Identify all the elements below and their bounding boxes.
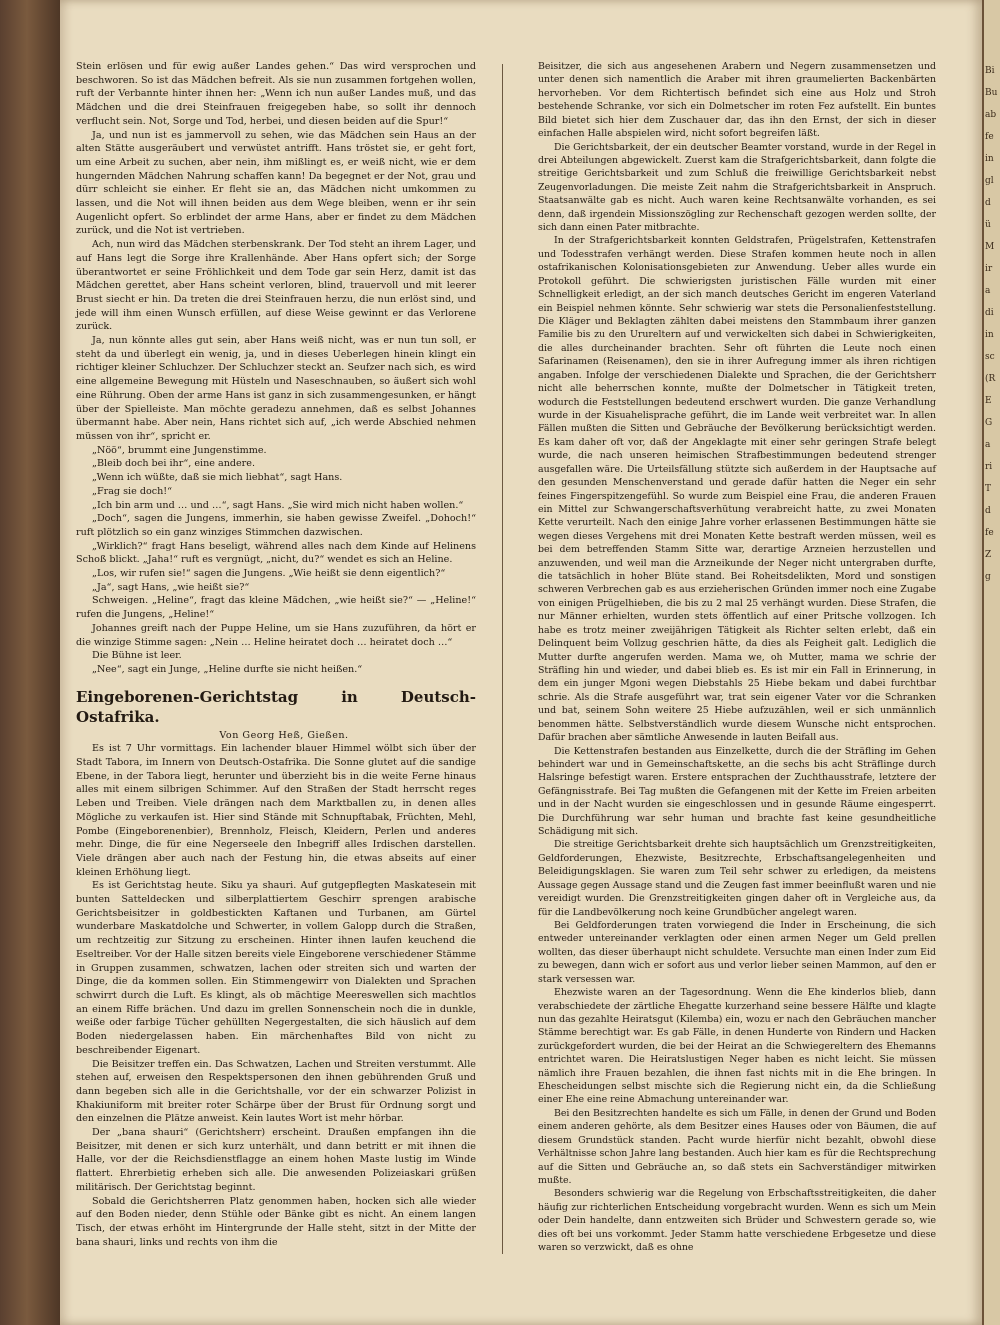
edge-glyph: Z — [985, 550, 992, 560]
paragraph: Ehezwiste waren an der Tagesordnung. Wenn die Ehe kinderlos blieb, dann verabschiedete der zärtliche Ehegatte kurzerhand seine bessere Hälfte und klagte nun das gezahlte Heiratsgut (Kilemba) ein, wozu er nach den Gebräuchen mancher Stämme berechtigt war. Es gab Fälle, in denen Hunderte von Rindern und Hacken zurückgefordert wurden, die bei der Heirat an die Schwiegereltern des Ehemanns entrichtet waren. Die Heiratslustigen Neger haben es nicht leicht. Sie müssen nämlich ihre Frauen bezahlen, die ihnen fast nichts mit in die Ehe bringen. In Ehescheidungen selbst mischte sich die Regierung nicht ein, da die Schließung einer Ehe eine reine Abmachung untereinander war. — [538, 987, 936, 1106]
paragraph: „Nöö“, brummt eine Jungenstimme. — [92, 444, 267, 456]
right-column — [538, 60, 936, 1255]
paragraph: „Ja“, sagt Hans, „wie heißt sie?“ — [92, 581, 250, 593]
edge-glyph: di — [985, 308, 994, 318]
edge-glyph: Bi — [985, 66, 995, 76]
paragraph: „Wenn ich wüßte, daß sie mich liebhat“, sagt Hans. — [92, 472, 343, 484]
edge-glyph: fe — [985, 528, 994, 538]
paragraph: Johannes greift nach der Puppe Heline, um sie Hans zuzuführen, da hört er die winzige Stimme sagen: „Nein … Heline heiratet doch … heiratet doch …“ — [76, 622, 476, 648]
edge-glyph: a — [985, 440, 991, 450]
paragraph: „Nee“, sagt ein Junge, „Heline durfte sie nicht heißen.“ — [92, 663, 363, 675]
paragraph: Beisitzer, die sich aus angesehenen Arabern und Negern zusammensetzen und unter denen sich namentlich die Araber mit ihren graumelierten Backenbärten hervorheben. Vor dem Richtertisch befindet sich eine aus Holz und Stroh bestehende Schranke, vor sich ein Dolmetscher im roten Fez aufstellt. Ein buntes Bild bietet sich hier dem Zuschauer dar, das ihn den Ernst, der sich in dieser einfachen Halle abspielen wird, nicht sofort begreifen läßt. — [538, 61, 936, 140]
edge-glyph: T — [985, 484, 992, 494]
paragraph: Ach, nun wird das Mädchen sterbenskrank. Der Tod steht an ihrem Lager, und auf Hans legt die Sorge ihre Krallenhände. Aber Hans opfert sich; der Sorge überantwortet er seine Fröhlichkeit und dem Tode gar sein Herz, damit ist das Mädchen gerettet, aber Hans scheint verloren, blind, trauervoll und mit leerer Brust siecht er hin. Da treten die drei Steinfrauen herzu, die nun erlöst sind, und jede will ihm einen Wunsch erfüllen, auf diese Weise gewinnt er das Verlorene zurück. — [76, 239, 476, 333]
paragraph: Ja, und nun ist es jammervoll zu sehen, wie das Mädchen sein Haus an der alten Stätte ausgeräubert und verwüstet antrifft. Hans tröstet sie, er geht fort, um eine Arbeit zu suchen, aber nein, ihm mißlingt es, er weiß nicht, wie er dem hungernden Mädchen Nahrung schaffen kann! Da begegnet er der Not, grau und dürr schleicht sie einher. Er fleht sie an, das Mädchen nicht umkommen zu lassen, und die Not will ihnen beiden aus dem Wege bleiben, wenn er ihr sein Augenlicht opfert. So erblindet der arme Hans, aber er findet zu dem Mädchen zurück, und die Not ist vertrieben. — [76, 129, 476, 237]
adjacent-page-edge — [982, 0, 1000, 1325]
paragraph: Besonders schwierig war die Regelung von Erbschaftsstreitigkeiten, die daher häufig zur richterlichen Entscheidung vorgebracht wurden. Wenn es sich um Mein oder Dein handelte, dann entzweiten sich Brüder und Schwestern gerade so, wie dies oft bei uns vorkommt. Jeder Stamm hatte verschiedene Erbgesetze und diese waren so verzwickt, daß es ohne — [538, 1188, 936, 1254]
paragraph: „Wirklich?“ fragt Hans beseligt, während alles nach dem Kinde auf Helinens Schoß blickt. „Jaha!“ ruft es vergnügt, „nicht, du?“ wendet es sich an Heline. — [76, 540, 476, 566]
paragraph: Der „bana shauri“ (Gerichtsherr) erscheint. Draußen empfangen ihn die Beisitzer, mit denen er sich kurz unterhält, und dann betritt er mit ihnen die Halle, vor der die Reichsdienstflagge an einem hohen Maste lustig im Winde flattert. Ehrerbietig erheben sich alle. Die anwesenden Polizeiaskari grüßen militärisch. Der Gerichtstag beginnt. — [76, 1127, 476, 1193]
adjacent-page-text — [985, 60, 1000, 588]
paragraph: Ja, nun könnte alles gut sein, aber Hans weiß nicht, was er nun tun soll, er steht da und überlegt ein wenig, ja, und in dieses Ueberlegen hinein klingt ein richtiger kleiner Schluchzer. Der Schluchzer steckt an. Seufzer nach sich, es wird eine allgemeine Bewegung mit Hüsteln und Naseschnauben, so äußert sich wohl eine Rührung. Oben der arme Hans ist ganz in sich zusammengesunken, er hängt über der Spielleiste. Man möchte geradezu annehmen, daß es selbst Johannes übermannt habe. Aber nein, Hans richtet sich auf, „ich werde Abschied nehmen müssen von ihr“, spricht er. — [76, 335, 476, 442]
edge-glyph: ab — [985, 110, 997, 120]
paragraph: Sobald die Gerichtsherren Platz genommen haben, hocken sich alle wieder auf den Boden nieder, denn Stühle oder Bänke gibt es nicht. An einem langen Tisch, der etwas erhöht im Hintergrunde der Halle steht, sitzt in der Mitte der bana shauri, links und rechts von ihm die — [76, 1195, 476, 1248]
paragraph: Schweigen. „Heline“, fragt das kleine Mädchen, „wie heißt sie?“ — „Heline!“ rufen die Jungens, „Heline!“ — [76, 595, 476, 621]
edge-glyph: Bu — [985, 88, 998, 98]
column-divider — [502, 64, 503, 1254]
article-title: Eingeborenen-Gerichtstag in Deutsch-Ostafrika. — [76, 687, 476, 726]
paragraph: In der Strafgerichtsbarkeit konnten Geldstrafen, Prügelstrafen, Kettenstrafen und Todesstrafen verhängt werden. Diese Strafen kommen heute noch in allen ostafrikanischen Kolonisationsgebieten zur Anwendung. Ueber alles wurde ein Protokoll geführt. Die schwierigsten juristischen Fälle wurden mit einer Schnelligkeit erledigt, an der sich manch deutsches Gericht im engeren Vaterland ein Beispiel nehmen könnte. Sehr schwierig war stets die Personalienfeststellung. Die Kläger und Beklagten zählten dabei meistens den Stammbaum ihrer ganzen Familie bis zu den Urureltern auf und verwickelten sich dabei in Schwierigkeiten, die alles durcheinander brachten. Sehr oft führten die Leute noch einen Safarinamen (Reisenamen), den sie in ihrer Aufregung immer als ihren richtigen angaben. Infolge der verschiedenen Dialekte und Sprachen, die der Gerichtsherr nicht alle beherrschen konnte, mußte der Dolmetscher in Tätigkeit treten, wodurch die Feststellungen bedeutend erschwert wurden. Die ganze Verhandlung wurde in der Kisuahelisprache geführt, die im Lande weit verbreitet war. In allen Fällen mußten die Sitten und Gebräuche der Bevölkerung berücksichtigt werden. Es kam daher oft vor, daß der Angeklagte mit einer sehr geringen Strafe belegt wurde, die nach unseren heimischen Strafbestimmungen bedeutend strenger ausgefallen wäre. Die Urteilsfällung stützte sich außerdem in der Hauptsache auf den gesunden Menschenverstand und gerade dafür hatten die Neger ein sehr feines Fingerspitzengefühl. So wurde zum Beispiel eine Frau, die anderen Frauen ein Mittel zur Schwangerschaftsverhütung verabreicht hatte, zu zwei Monaten Kette verurteilt. Nach den einige Jahre vorher erlassenen Bestimmungen hätte sie wegen dieses Vergehens mit drei Monaten Kette bestraft werden müssen, weil es bei dem betreffenden Stamm Sitte war, derartige Arzneien herzustellen und anzuwenden, und weil man die Arzneikunde der Neger nicht untergraben durfte, die tatsächlich in hoher Blüte stand. Bei Roheitsdelikten, Mord und sonstigen schweren Verbrechen gab es aus erzieherischen Gründen immer noch eine Zugabe von einigen Prügelhieben, die bis zu 2 mal 25 verhängt wurden. Diese Strafen, die nur Männer erhielten, wurden stets öffentlich auf einer Pritsche vollzogen. Ich habe es trotz meiner zweijährigen Tätigkeit als Richter selten erlebt, daß ein Delinquent beim Vollzug geschrien hätte, da dies als Feigheit galt. Lediglich die Mutter durfte angerufen werden. Mama we, oh Mutter, mama we schrie der Sträfling hin und wieder, und dabei blieb es. Es ist mir ein Fall in Erinnerung, in dem ein junger Mgoni wegen Diebstahls 25 Hiebe bekam und dabei furchtbar schrie. Als die Strafe ausgeführt war, trat sein eigener Vater vor die Schranken und bat, seinem Sohn weitere 25 Hiebe aufzuzählen, weil er sich unmännlich benommen hätte. Selbstverständlich wurde diesem Wunsche nicht entsprochen. Dafür brachen aber sämtliche Anwesende in lauten Beifall aus. — [538, 235, 936, 744]
edge-glyph: E — [985, 396, 992, 406]
paragraph: „Doch“, sagen die Jungens, immerhin, sie haben gewisse Zweifel. „Dohoch!“ ruft plötzlich so ein ganz winziges Stimmchen dazwischen. — [76, 513, 476, 538]
edge-glyph: g — [985, 572, 991, 582]
paragraph: „Ich bin arm und … und …“, sagt Hans. „Sie wird mich nicht haben wollen.“ — [92, 499, 464, 511]
edge-glyph: M — [985, 242, 995, 252]
edge-glyph: (R — [985, 374, 996, 384]
edge-glyph: ri — [985, 462, 993, 472]
edge-glyph: ü — [985, 220, 991, 230]
edge-glyph: gl — [985, 176, 994, 186]
paragraph: Stein erlösen und für ewig außer Landes gehen.“ Das wird versprochen und beschworen. So ist das Mädchen befreit. Als sie nun zusammen fortgehen wollen, ruft der Verbannte hinter ihnen her: „Wenn ich nun außer Landes muß, und das Mädchen und die drei Steinfrauen freigegeben habe, so sollt ihr dennoch verflucht sein. Not, Sorge und Tod, herbei, und diesen beiden auf die Spur!“ — [76, 61, 476, 127]
paragraph: „Frag sie doch!“ — [92, 485, 173, 497]
edge-glyph: in — [985, 330, 994, 340]
edge-glyph: G — [985, 418, 993, 428]
paragraph: Bei Geldforderungen traten vorwiegend die Inder in Erscheinung, die sich entweder untereinander verklagten oder einen armen Neger um Geld prellen wollten, das dieser überhaupt nicht schuldete. Versuchte man einen Inder zum Eid zu bewegen, dann wich er sofort aus und verlor lieber seinen Mammon, auf den er stark versessen war. — [538, 920, 936, 985]
paragraph: Die Kettenstrafen bestanden aus Einzelkette, durch die der Sträfling im Gehen behindert war und in Gemeinschaftskette, an die sechs bis acht Sträflinge durch Halsringe befestigt waren. Erstere entsprachen der Zuchthausstrafe, letztere der Gefängnisstrafe. Bei Tag mußten die Gefangenen mit der Kette im Freien arbeiten und in der Nacht wurden sie eingeschlossen und in gesunde Räume eingesperrt. Die Durchführung war sehr human und brachte fast keine gesundheitliche Schädigung mit sich. — [538, 745, 936, 838]
edge-glyph: d — [985, 198, 991, 208]
left-column — [76, 60, 476, 1249]
paragraph: „Bleib doch bei ihr“, eine andere. — [92, 458, 256, 470]
edge-glyph: ir — [985, 264, 993, 274]
paragraph: Es ist 7 Uhr vormittags. Ein lachender blauer Himmel wölbt sich über der Stadt Tabora, im Innern von Deutsch-Ostafrika. Die Sonne glutet auf die sandige Ebene, in der Tabora liegt, herunter und überzieht bis in die weite Ferne hinaus alles mit einem silbrigen Schimmer. Auf den Straßen der Stadt herrscht reges Leben und Treiben. Viele drängen nach dem Marktballen zu, in denen alles Mögliche zu verkaufen ist. Hier sind Stände mit Schnupftabak, Früchten, Mehl, Pombe (Eingeborenenbier), Brennholz, Fleisch, Kleidern, Perlen und anderes mehr. Dinge, die für eine Negerseele den Inbegriff alles Irdischen darstellen. Viele drängen aber auch nach der Festung hin, die etwas abseits auf einer kleinen Erhöhung liegt. — [76, 743, 476, 878]
paragraph: Die Bühne ist leer. — [92, 650, 182, 662]
paragraph: Bei den Besitzrechten handelte es sich um Fälle, in denen der Grund und Boden einem anderen gehörte, als dem Besitzer eines Hauses oder von Bäumen, die auf diesem Grundstück standen. Pacht wurde hierfür nicht bezahlt, obwohl diese Verhältnisse schon Jahre lang bestanden. Auch hier kam es für die Rechtsprechung auf die Sitten und Gebräuche an, so daß stets ein Sachverständiger mitwirken mußte. — [538, 1107, 936, 1187]
edge-glyph: sc — [985, 352, 995, 362]
book-spine — [0, 0, 60, 1325]
edge-glyph: fe — [985, 132, 994, 142]
edge-glyph: a — [985, 286, 991, 296]
edge-glyph: in — [985, 154, 994, 164]
edge-glyph: d — [985, 506, 991, 516]
paragraph: Es ist Gerichtstag heute. Siku ya shauri. Auf gutgepflegten Maskatesein mit bunten Satteldecken und silberplattiertem Geschirr sprengen arabische Gerichtsbeisitzer in goldbestickten Kaftanen und Turbanen, am Gürtel wunderbare Maskatdolche und Schwerter, in vollem Galopp durch die Straßen, um rechtzeitig zur Sitzung zu erscheinen. Hinter ihnen laufen keuchend die Eseltreiber. Vor der Halle sitzen bereits viele Eingeborene verschiedener Stämme in Gruppen zusammen, schwatzen, lachen oder streiten sich und warten der Dinge, die da kommen sollen. Ein Stimmengewirr von Dialekten und Sprachen schwirrt durch die Luft. Es klingt, als ob mächtige Meereswellen sich machtlos an einem Riffe brächen. Und dazu im grellen Sonnenschein noch die in dunkle, weiße oder farbige Tücher gehüllten Negergestalten, die sich häuslich auf dem Boden niedergelassen haben. Ein märchenhaftes Bild von nicht zu beschreibender Eigenart. — [76, 880, 476, 1056]
paragraph: „Los, wir rufen sie!“ sagen die Jungens. „Wie heißt sie denn eigentlich?“ — [92, 568, 446, 580]
paragraph: Die streitige Gerichtsbarkeit drehte sich hauptsächlich um Grenzstreitigkeiten, Geldforderungen, Ehezwiste, Besitzrechte, Erbschaftsangelegenheiten und Beleidigungsklagen. Sie waren zum Teil sehr schwer zu erledigen, da meistens Aussage gegen Aussage stand und die Zeugen fast immer beeinflußt waren und nie vereidigt wurden. Die Grenzstreitigkeiten gingen daher oft in Vergleiche aus, da für die Landbevölkerung noch keine Grundbücher angelegt waren. — [538, 839, 936, 918]
paragraph: Die Beisitzer treffen ein. Das Schwatzen, Lachen und Streiten verstummt. Alle stehen auf, erweisen den Respektspersonen den ihnen gebührenden Gruß und dann begeben sich alle in die Gerichtshalle, vor der ein schwarzer Polizist in Khakiuniform mit breiter roter Schärpe über der Brust für Ordnung sorgt und den einzelnen die Plätze anweist. Kein lautes Wort ist mehr hörbar. — [76, 1058, 476, 1125]
article-byline: Von Georg Heß, Gießen. — [219, 729, 349, 741]
paragraph: Die Gerichtsbarkeit, der ein deutscher Beamter vorstand, wurde in der Regel in drei Abteilungen abgewickelt. Zuerst kam die Strafgerichtsbarkeit, dann folgte die streitige Gerichtsbarkeit und zum Schluß die freiwillige Gerichtsbarkeit nebst Zeugenvorladungen. Die meiste Zeit nahm die Strafgerichtsbarkeit in Anspruch. Staatsanwälte gab es nicht. Auch waren keine Rechtsanwälte vorhanden, es sei denn, daß irgendein Missionszögling zur Rechenschaft gezogen werden sollte, der sich dann einen Pater mitbrachte. — [538, 141, 936, 234]
